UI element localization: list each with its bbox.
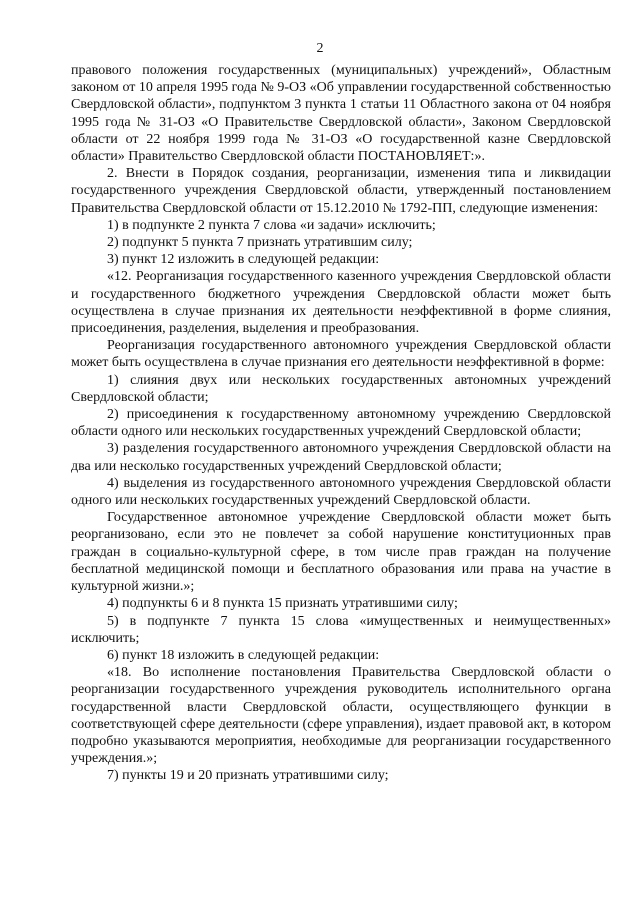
page-number: 2 xyxy=(316,41,324,56)
paragraph-form-merger: 1) слияния двух или нескольких государственных автономных учреждений Свердловской области; xyxy=(71,372,611,405)
paragraph-subitem-2: 2) подпункт 5 пункта 7 признать утратившим силу; xyxy=(107,235,413,251)
paragraph-clause-12-text: «12. Реорганизация государственного казенного учреждения Свердловской области и государственного бюджетного учреждения Свердловской области может быть осуществлена в случае признания их деятельности неэффективной в форме слияния, присоединения, разделения, выделения и преобразования. xyxy=(71,269,611,337)
paragraph-constitutional-rights: Государственное автономное учреждение Свердловской области может быть реорганизовано, если это не повлечет за собой нарушение конституционных прав граждан в социально-культурной сфере, в том числе прав граждан на получение бесплатной медицинской помощи и бесплатного образования или права на участие в культурной жизни.»; xyxy=(71,510,611,595)
paragraph-legal-basis-continuation: правового положения государственных (муниципальных) учреждений», Областным законом от 10 апреля 1995 года № 9-ОЗ «Об управлении государственной собственностью Свердловской области», подпунктом 3 пункта 1 статьи 11 Областного закона от 04 ноября 1995 года № 31-ОЗ «О Правительстве Свердловской области», Законом Свердловской области от 22 ноября 1999 года № 31-ОЗ «О государственной казне Свердловской области» Правительство Свердловской области ПОСТАНОВЛЯЕТ:». xyxy=(71,63,611,165)
paragraph-clause-18-text: «18. Во исполнение постановления Правительства Свердловской области о реорганизации государственного учреждения руководитель исполнительного органа государственной власти Свердловской области, осуществляющего функции в соответствующей сфере деятельности (сфере управления), издает правовой акт, в котором подробно указываются мероприятия, необходимые для реорганизации государственного учреждения.»; xyxy=(71,665,611,767)
paragraph-subitem-1: 1) в подпункте 2 пункта 7 слова «и задачи» исключить; xyxy=(107,217,436,233)
paragraph-subitem-4: 4) подпункты 6 и 8 пункта 15 признать утратившими силу; xyxy=(107,596,458,612)
paragraph-subitem-5: 5) в подпункте 7 пункта 15 слова «имущественных и неимущественных» исключить; xyxy=(71,613,611,646)
paragraph-subitem-3: 3) пункт 12 изложить в следующей редакции: xyxy=(107,252,380,268)
paragraph-item-2-amend-procedure: 2. Внести в Порядок создания, реорганизации, изменения типа и ликвидации государственного учреждения Свердловской области, утвержденный постановлением Правительства Свердловской области от 15.12.2010 № 1792-ПП, следующие изменения: xyxy=(71,166,611,216)
paragraph-form-separation: 4) выделения из государственного автономного учреждения Свердловской области одного или нескольких государственных учреждений Свердловской области. xyxy=(71,475,611,509)
paragraph-form-division: 3) разделения государственного автономного учреждения Свердловской области на два или несколько государственных учреждений Свердловской области; xyxy=(71,441,611,474)
paragraph-subitem-6: 6) пункт 18 изложить в следующей редакции: xyxy=(107,647,380,663)
paragraph-autonomous-reorganization: Реорганизация государственного автономного учреждения Свердловской области может быть осуществлена в случае признания его деятельности неэффективной в форме: xyxy=(71,338,611,371)
paragraph-form-accession: 2) присоединения к государственному автономному учреждению Свердловской области одного или нескольких государственных учреждений Свердловской области; xyxy=(71,407,611,440)
document-body xyxy=(71,62,611,785)
paragraph-subitem-7: 7) пункты 19 и 20 признать утратившими силу; xyxy=(107,768,389,784)
